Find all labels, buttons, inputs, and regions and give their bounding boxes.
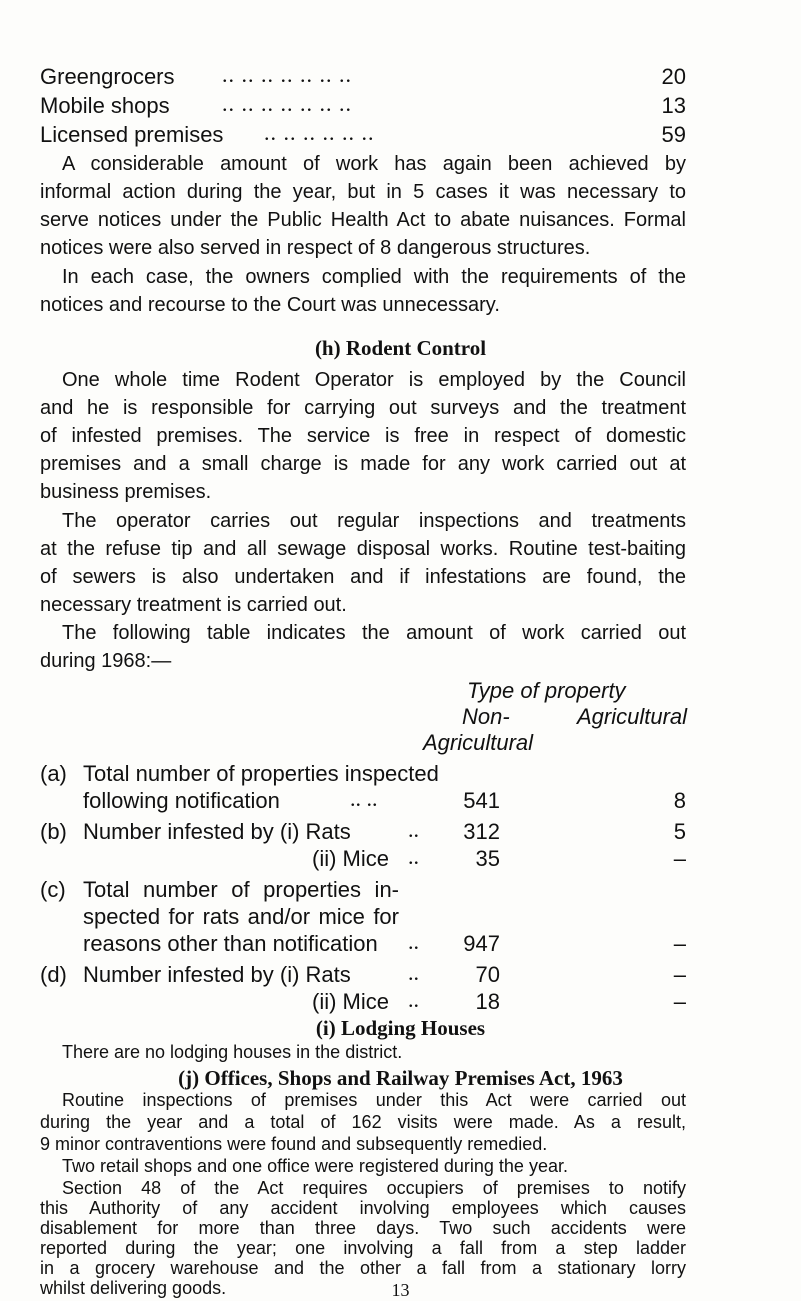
text-line: business premises. — [40, 481, 212, 503]
text-line: and he is responsible for carrying out surveys and the treatment — [40, 397, 686, 419]
row-key: (c) — [40, 877, 66, 902]
leader-dots: .. — [408, 987, 419, 1012]
row-key: (b) — [40, 819, 67, 844]
leader-dots: .. .. .. .. .. .. — [264, 120, 375, 145]
text-line: 9 minor contraventions were found and subsequently remedied. — [40, 1134, 548, 1154]
premises-label: Mobile shops — [40, 93, 170, 118]
row-key: (d) — [40, 962, 67, 987]
value-non-agricultural: 35 — [475, 846, 500, 871]
leader-dots: .. .. — [350, 786, 378, 811]
leader-dots: .. .. .. .. .. .. .. — [222, 62, 352, 87]
row-key: (a) — [40, 761, 67, 786]
row-label: (ii) Mice — [312, 989, 389, 1014]
text-line: this Authority of any accident involving employees which causes — [40, 1198, 686, 1218]
value-agricultural: – — [673, 846, 686, 871]
section-heading-rodent-control: (h) Rodent Control — [314, 336, 487, 360]
text-line: notices were also served in respect of 8 dangerous structures. — [40, 237, 591, 259]
column-header-non: Non- — [462, 704, 510, 729]
leader-dots: .. — [408, 817, 419, 842]
text-line: at the refuse tip and all sewage disposal works. Routine test-baiting — [40, 538, 686, 560]
value-agricultural: – — [673, 989, 686, 1014]
value-non-agricultural: 312 — [463, 819, 500, 844]
text-line: The following table indicates the amount of work carried out — [62, 622, 686, 644]
text-line: notices and recourse to the Court was unnecessary. — [40, 294, 500, 316]
row-label: Number infested by (i) Rats — [83, 819, 351, 844]
leader-dots: .. — [408, 844, 419, 869]
column-header-agricultural-b: Agricultural — [423, 730, 534, 755]
text-line: In each case, the owners complied with the requirements of the — [62, 266, 686, 288]
row-label: following notification — [83, 788, 280, 813]
text-line: during 1968:— — [40, 650, 172, 672]
row-label: (ii) Mice — [312, 846, 389, 871]
leader-dots: .. — [408, 960, 419, 985]
value-non-agricultural: 18 — [475, 989, 500, 1014]
text-line: disablement for more than three days. Two such accidents were — [40, 1218, 686, 1238]
value-non-agricultural: 947 — [463, 931, 500, 956]
row-label: spected for rats and/or mice for — [83, 904, 399, 929]
table-caption: Type of property — [467, 678, 626, 703]
text-line: serve notices under the Public Health Act to abate nuisances. Formal — [40, 209, 686, 231]
lodging-text: There are no lodging houses in the district. — [62, 1042, 403, 1062]
text-line: premises and a small charge is made for any work carried out at — [40, 453, 686, 475]
premises-count: 59 — [661, 122, 686, 147]
value-agricultural: – — [673, 962, 686, 987]
premises-label: Licensed premises — [40, 122, 224, 147]
text-line: Two retail shops and one office were registered during the year. — [62, 1156, 568, 1176]
premises-count: 13 — [661, 93, 686, 118]
text-line: The operator carries out regular inspections and treatments — [62, 510, 686, 532]
row-label: reasons other than notification — [83, 931, 378, 956]
text-line: whilst delivering goods. — [40, 1278, 227, 1298]
value-agricultural: – — [673, 931, 686, 956]
column-header-agricultural: Agricultural — [577, 704, 688, 729]
leader-dots: .. — [408, 929, 419, 954]
text-line: of sewers is also undertaken and if infestations are found, the — [40, 566, 686, 588]
premises-label: Greengrocers — [40, 64, 175, 89]
section-heading-offices-act: (j) Offices, Shops and Railway Premises Act, 1963 — [178, 1066, 623, 1090]
text-line: necessary treatment is carried out. — [40, 594, 347, 616]
text-line: in a grocery warehouse and the other a fall from a stationary lorry — [40, 1258, 686, 1278]
value-agricultural: 8 — [673, 788, 686, 813]
page-number: 13 — [391, 1280, 410, 1300]
text-line: informal action during the year, but in 5 cases it was necessary to — [40, 181, 686, 203]
text-line: during the year and a total of 162 visits were made. As a result, — [40, 1112, 686, 1132]
text-line: A considerable amount of work has again been achieved by — [62, 153, 686, 175]
value-non-agricultural: 70 — [475, 962, 500, 987]
row-label: Total number of properties inspected — [83, 761, 439, 786]
value-agricultural: 5 — [673, 819, 686, 844]
leader-dots: .. .. .. .. .. .. .. — [222, 91, 352, 116]
text-line: Section 48 of the Act requires occupiers of premises to notify — [62, 1178, 686, 1198]
text-line: One whole time Rodent Operator is employed by the Council — [62, 369, 686, 391]
section-heading-lodging-houses: (i) Lodging Houses — [315, 1016, 486, 1040]
premises-count: 20 — [661, 64, 686, 89]
value-non-agricultural: 541 — [463, 788, 500, 813]
text-line: reported during the year; one involving a fall from a step ladder — [40, 1238, 686, 1258]
text-line: Routine inspections of premises under this Act were carried out — [62, 1090, 686, 1110]
row-label: Number infested by (i) Rats — [83, 962, 351, 987]
text-line: of infested premises. The service is free in respect of domestic — [40, 425, 686, 447]
row-label: Total number of properties in- — [83, 877, 399, 902]
